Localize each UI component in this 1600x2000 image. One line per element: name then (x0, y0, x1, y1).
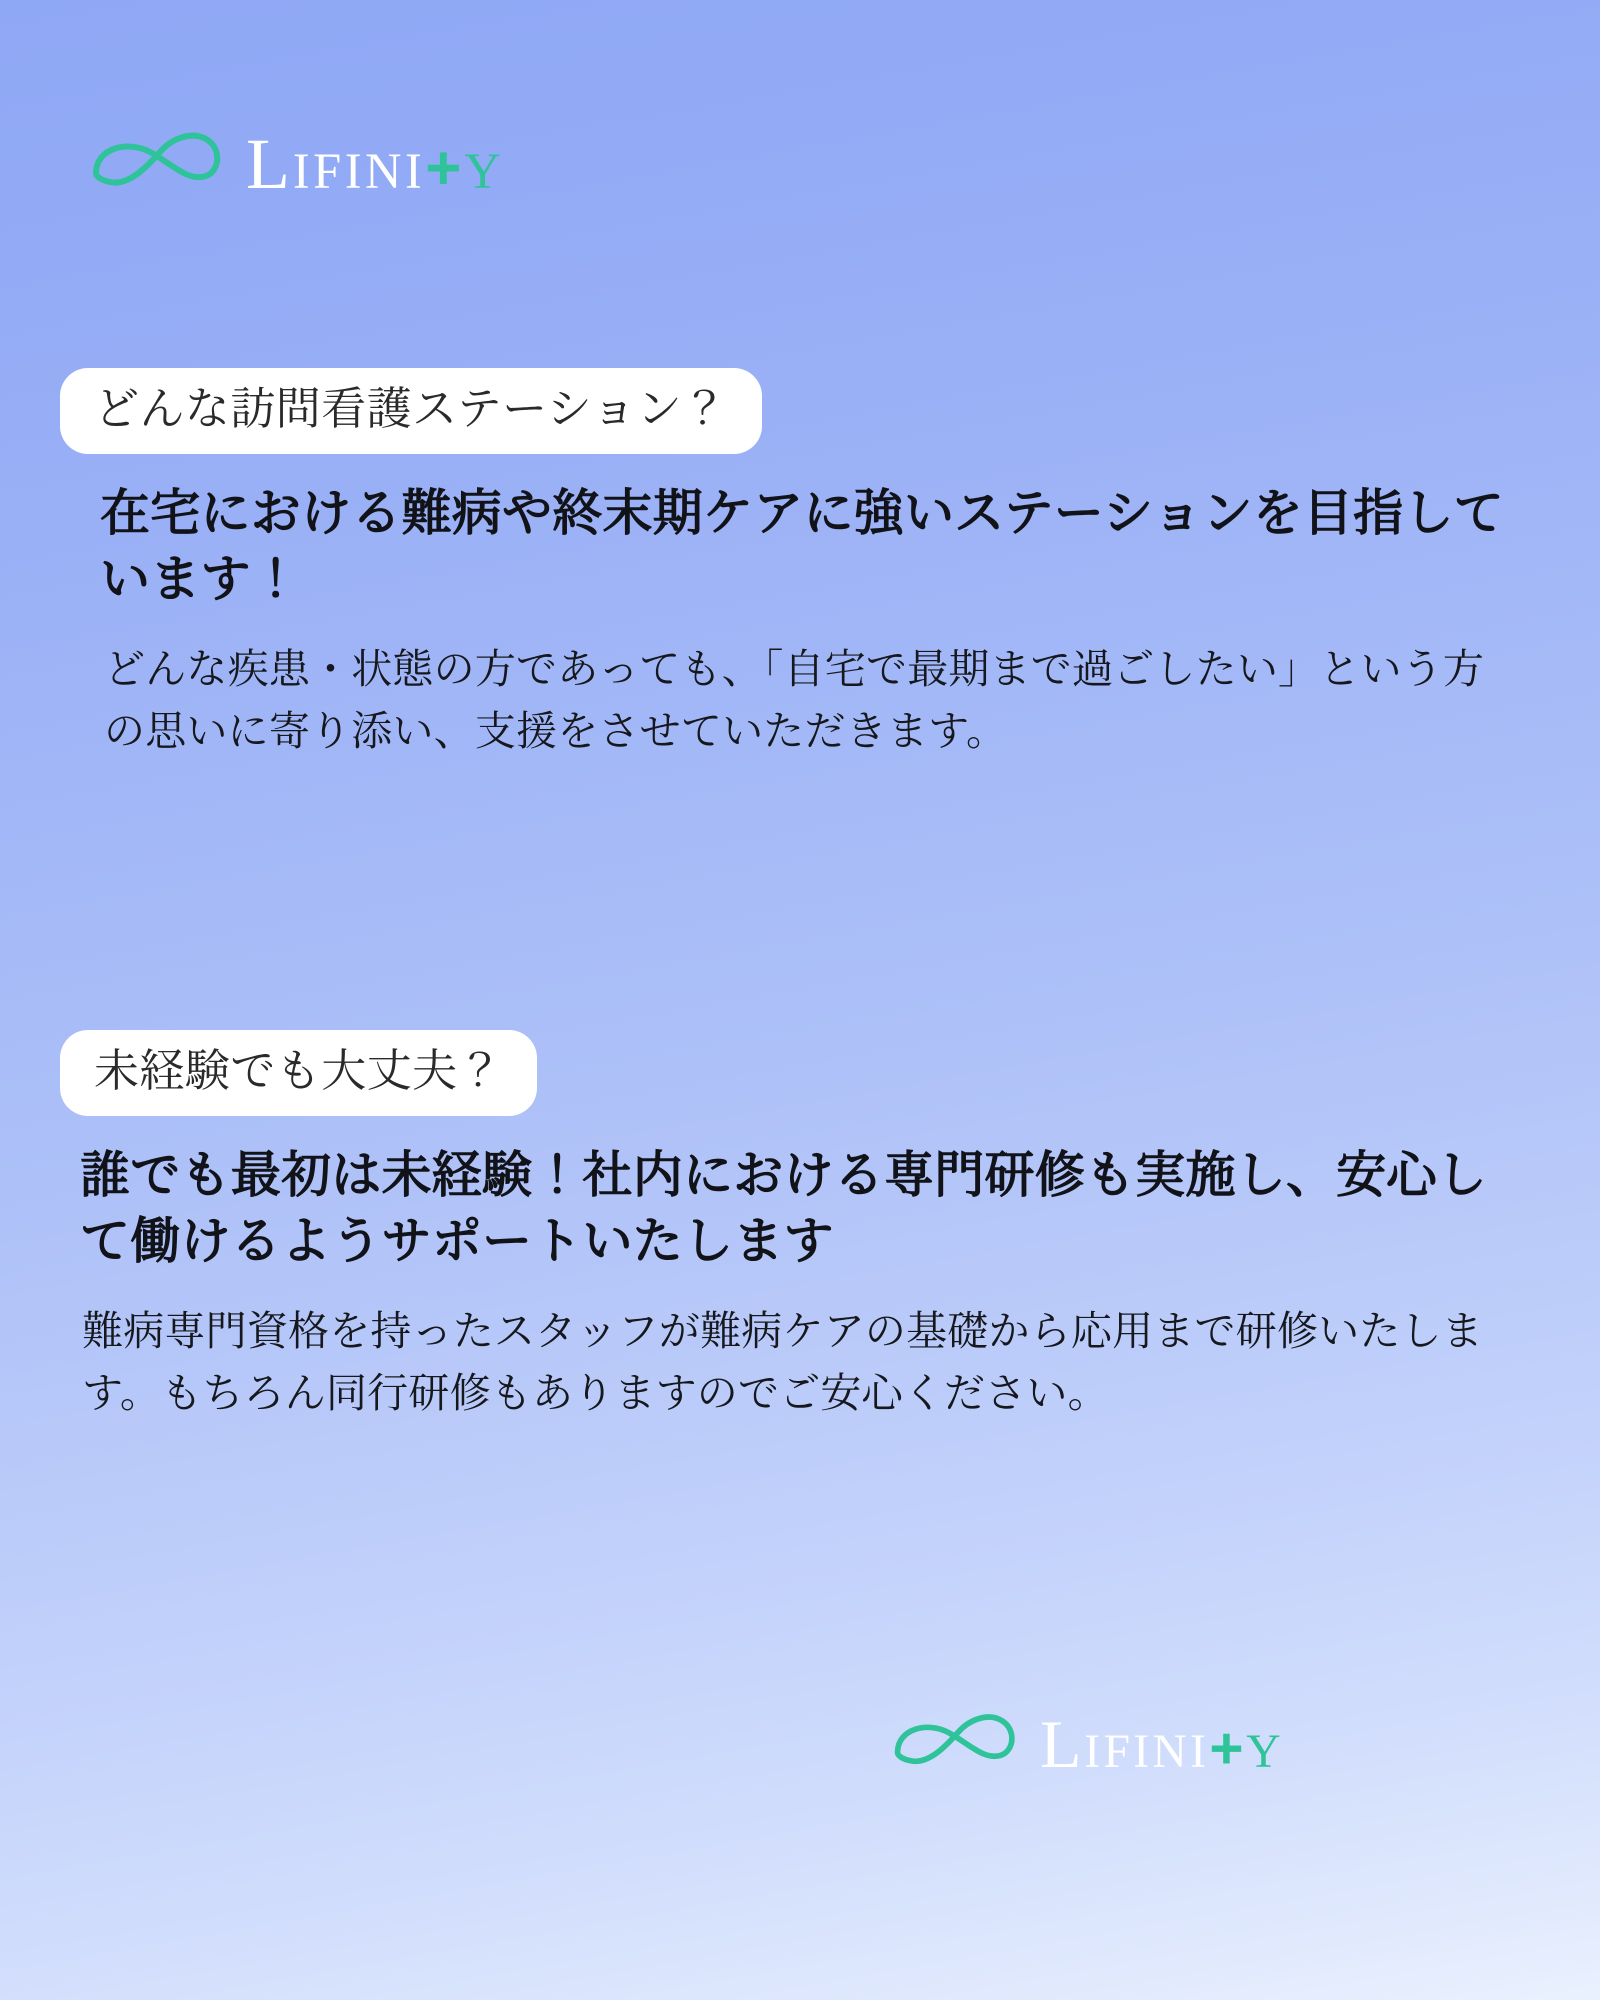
question-pill-2: 未経験でも大丈夫？ (60, 1030, 537, 1116)
brand-logo-top (88, 118, 504, 209)
infinity-loop-icon (88, 118, 228, 209)
answer-headline-1: 在宅における難病や終末期ケアに強いステーションを目指しています！ (100, 484, 1504, 607)
answer-body-2: 難病専門資格を持ったスタッフが難病ケアの基礎から応用まで研修いたします。もちろん同行研修もありますのでご安心ください。 (82, 1307, 1483, 1416)
infinity-loop-icon (890, 1700, 1022, 1787)
qa-section-2 (0, 1030, 1600, 1424)
answer-headline-2: 誰でも最初は未経験！社内における専門研修も実施し、安心して働けるようサポートいたします (80, 1146, 1487, 1269)
brand-logo-bottom (890, 1700, 1284, 1787)
answer-body-1: どんな疾患・状態の方であっても、「自宅で最期まで過ごしたい」という方の思いに寄り添い、支援をさせていただきます。 (104, 645, 1485, 754)
question-pill-1: どんな訪問看護ステーション？ (60, 368, 762, 454)
qa-section-1 (0, 368, 1600, 762)
brand-wordmark: LIFINI+Y (1040, 1705, 1284, 1782)
brand-wordmark: LIFINI+Y (246, 123, 505, 204)
